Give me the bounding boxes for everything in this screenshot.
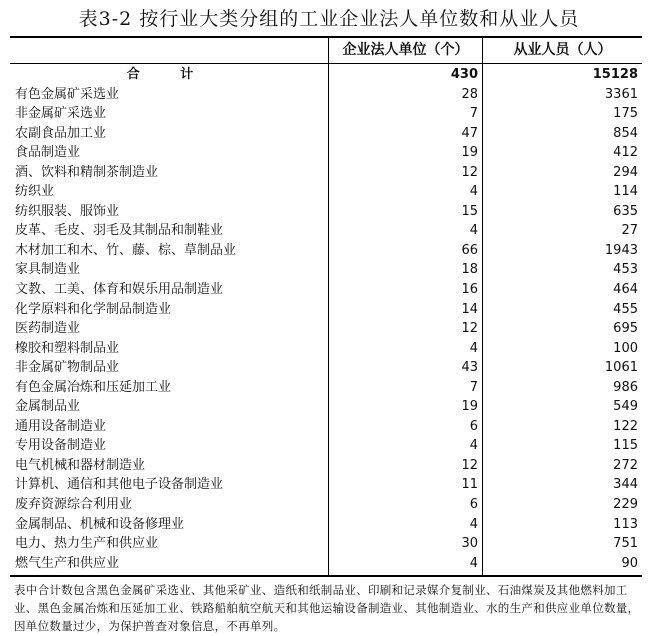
table-row [10, 417, 642, 437]
table-row [10, 221, 642, 241]
row-name: 橡胶和塑料制品业 [15, 340, 120, 356]
table-row [10, 319, 642, 339]
table-rows [10, 85, 642, 574]
row-units: 12 [461, 321, 478, 337]
row-name: 非金属矿采选业 [15, 106, 107, 122]
row-units: 7 [469, 379, 478, 395]
column-header-employees: 从业人员（人） [513, 42, 612, 58]
table-bottom-rule [10, 575, 642, 577]
table-row [10, 339, 642, 359]
row-employees: 1061 [604, 360, 638, 376]
row-employees: 695 [613, 321, 638, 337]
header-bottom-rule [10, 63, 642, 64]
row-employees: 15128 [592, 67, 638, 82]
row-name: 金属制品业 [15, 399, 81, 415]
row-employees: 100 [613, 340, 638, 356]
column-header-units: 企业法人单位（个） [342, 42, 469, 58]
table-row [10, 456, 642, 476]
row-units: 4 [469, 223, 478, 239]
row-units: 19 [461, 399, 478, 415]
row-name: 木材加工和木、竹、藤、棕、草制品业 [15, 242, 237, 258]
row-units: 430 [450, 67, 478, 82]
table-row [10, 280, 642, 300]
table-row [10, 378, 642, 398]
table-row [10, 241, 642, 261]
row-employees: 635 [613, 203, 638, 219]
table-row [10, 260, 642, 280]
table-row [10, 436, 642, 456]
row-name: 通用设备制造业 [15, 418, 107, 434]
row-employees: 122 [613, 418, 638, 434]
row-units: 7 [469, 106, 478, 122]
row-employees: 344 [613, 477, 638, 493]
row-employees: 113 [613, 516, 638, 532]
row-units: 19 [461, 145, 478, 161]
row-employees: 854 [613, 125, 638, 141]
row-units: 43 [461, 360, 478, 376]
row-units: 30 [461, 536, 478, 552]
row-units: 14 [461, 301, 478, 317]
table-row [10, 534, 642, 554]
table-row [10, 495, 642, 515]
row-employees: 175 [613, 106, 638, 122]
row-employees: 90 [621, 555, 638, 571]
row-employees: 115 [613, 438, 638, 454]
table-row [10, 182, 642, 202]
row-units: 4 [469, 555, 478, 571]
row-name: 计算机、通信和其他电子设备制造业 [15, 477, 224, 493]
row-units: 47 [461, 125, 478, 141]
table-row [10, 358, 642, 378]
row-employees: 751 [613, 536, 638, 552]
row-name: 燃气生产和供应业 [15, 555, 120, 571]
row-name: 农副食品加工业 [15, 125, 107, 141]
row-units: 4 [469, 184, 478, 200]
row-name: 电气机械和器材制造业 [15, 457, 146, 473]
page-title: 表3-2 按行业大类分组的工业企业法人单位数和从业人员 [78, 8, 580, 30]
row-units: 6 [469, 418, 478, 434]
table-row [10, 202, 642, 222]
row-employees: 294 [613, 164, 638, 180]
row-name: 家具制造业 [15, 262, 81, 278]
row-name: 有色金属矿采选业 [15, 86, 120, 102]
row-name: 非金属矿物制品业 [15, 360, 120, 376]
row-name: 酒、饮料和精制茶制造业 [15, 164, 159, 180]
row-name: 化学原料和化学制品制造业 [15, 301, 172, 317]
row-employees: 453 [613, 262, 638, 278]
row-employees: 229 [613, 497, 638, 513]
row-name: 合 计 [126, 67, 212, 82]
row-employees: 986 [613, 379, 638, 395]
row-name: 文教、工美、体育和娱乐用品制造业 [15, 282, 224, 298]
table-footnote: 表中合计数包含黑色金属矿采选业、其他采矿业、造纸和纸制品业、印刷和记录媒介复制业、石油煤炭及其他燃料加工业、黑色金属冶炼和压延加工业、铁路船舶航空航天和其他运输设备制造业、其他制造业、水的生产和供应业单位数量，因单位数量过少，为保护普查对象信息，不再单列。 [14, 583, 640, 633]
row-name: 电力、热力生产和供应业 [15, 536, 159, 552]
table-row-total [10, 65, 642, 85]
row-employees: 114 [613, 184, 638, 200]
row-units: 4 [469, 438, 478, 454]
table-row [10, 515, 642, 535]
row-name: 皮革、毛皮、羽毛及其制品和制鞋业 [15, 223, 224, 239]
row-employees: 549 [613, 399, 638, 415]
row-units: 15 [461, 203, 478, 219]
row-units: 4 [469, 340, 478, 356]
table-row [10, 475, 642, 495]
table-body [10, 65, 642, 573]
row-units: 18 [461, 262, 478, 278]
row-employees: 464 [613, 282, 638, 298]
row-name: 医药制造业 [15, 321, 81, 337]
row-employees: 3361 [604, 86, 638, 102]
row-name: 有色金属冶炼和压延加工业 [15, 379, 172, 395]
row-units: 12 [461, 457, 478, 473]
row-name: 食品制造业 [15, 145, 81, 161]
table-row [10, 300, 642, 320]
row-name: 废弃资源综合利用业 [15, 497, 133, 513]
row-units: 12 [461, 164, 478, 180]
table-row [10, 163, 642, 183]
table-row [10, 143, 642, 163]
table-row [10, 85, 642, 105]
row-name: 纺织服装、服饰业 [15, 203, 120, 219]
row-units: 4 [469, 516, 478, 532]
row-employees: 412 [613, 145, 638, 161]
row-units: 6 [469, 497, 478, 513]
row-employees: 1943 [604, 242, 638, 258]
table-row [10, 124, 642, 144]
row-employees: 272 [613, 457, 638, 473]
row-name: 纺织业 [15, 184, 55, 200]
row-units: 28 [461, 86, 478, 102]
row-employees: 27 [621, 223, 638, 239]
row-name: 专用设备制造业 [15, 438, 107, 454]
row-units: 16 [461, 282, 478, 298]
row-units: 11 [461, 477, 478, 493]
row-units: 66 [461, 242, 478, 258]
row-name: 金属制品、机械和设备修理业 [15, 516, 185, 532]
table-row [10, 397, 642, 417]
table-row [10, 104, 642, 124]
table-row [10, 554, 642, 574]
row-employees: 455 [613, 301, 638, 317]
